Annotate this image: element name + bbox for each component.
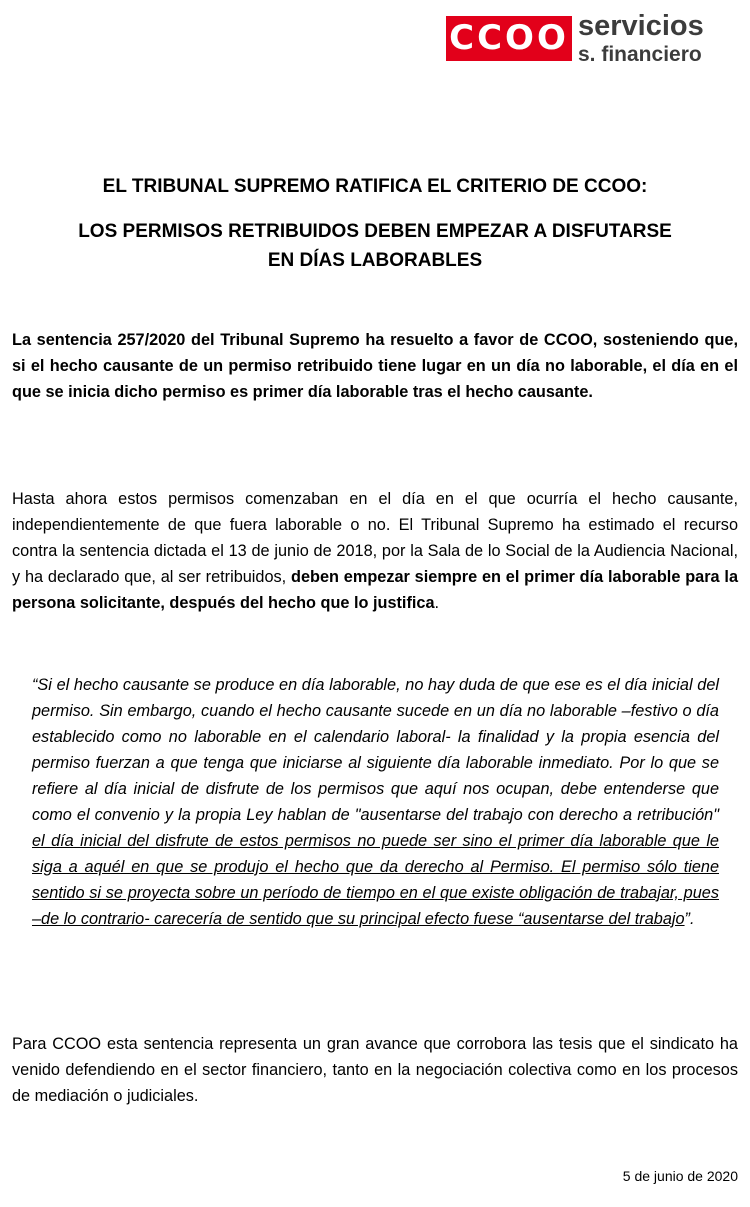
ruling-quote [32,672,719,932]
quote-underlined-text: el día inicial del disfrute de estos permisos no puede ser sino el primer día laborable que le siga a aquél en que se produjo el hecho que da derecho al Permiso. El permiso sólo tiene sentido si se proyecta sobre un período de tiempo en el que existe obligación de trabajar, pues –de lo contrario- carecería de sentido que su principal efecto fuese “ausentarse del trabajo [32,832,719,928]
background-text: Hasta ahora estos permisos comenzaban en el día en el que ocurría el hecho causante, independientemente de que fuera laborable o no. El Tribunal Supremo ha estimado el recurso contra la sentencia dictada el 13 de junio de 2018, por la Sala de lo Social de la Audiencia Nacional, y ha declarado que, al ser retribuidos, [12,490,738,586]
logo-financiero: s. financiero [578,42,702,66]
document-date: 5 de junio de 2020 [622,1168,738,1184]
subtitle-line-1: LOS PERMISOS RETRIBUIDOS DEBEN EMPEZAR A DISFUTARSE [78,221,672,242]
quote-text: “Si el hecho causante se produce en día laborable, no hay duda de que ese es el día inicial del permiso. Sin embargo, cuando el hecho causante sucede en un día no laborable –festivo o día establecido como no laborable en el calendario laboral- la finalidad y la propia esencia del permiso fuerzan a que tenga que iniciarse al siguiente día laborable inmediato. Por lo que se refiere al día inicial de disfrute de los permisos que aquí nos ocupan, debe entenderse que como el convenio y la propia Ley hablan de "ausentarse del trabajo con derecho a retribución" [32,676,719,824]
page-title: EL TRIBUNAL SUPREMO RATIFICA EL CRITERIO DE CCOO: [102,176,648,197]
background-end: . [434,594,440,612]
ccoo-logo [446,8,721,68]
logo-servicios: servicios [578,9,704,42]
logo-text [578,9,704,66]
quote-end: ”. [684,910,695,928]
background-paragraph [12,486,738,616]
intro-paragraph: La sentencia 257/2020 del Tribunal Supremo ha resuelto a favor de CCOO, sosteniendo que, si el hecho causante de un permiso retribuido tiene lugar en un día no laborable, el día en el que se inicia dicho permiso es primer día laborable tras el hecho causante. [12,331,738,401]
ccoo-logo-mark: CCOO [446,16,572,61]
subtitle-line-2: EN DÍAS LABORABLES [267,250,483,271]
page-subtitle [0,217,750,275]
background-bold-text: deben empezar siempre en el primer día laborable para la persona solicitante, después del hecho que lo justifica [12,568,738,612]
conclusion-paragraph: Para CCOO esta sentencia representa un gran avance que corrobora las tesis que el sindicato ha venido defendiendo en el sector financiero, tanto en la negociación colectiva como en los procesos de mediación o judiciales. [12,1035,738,1105]
